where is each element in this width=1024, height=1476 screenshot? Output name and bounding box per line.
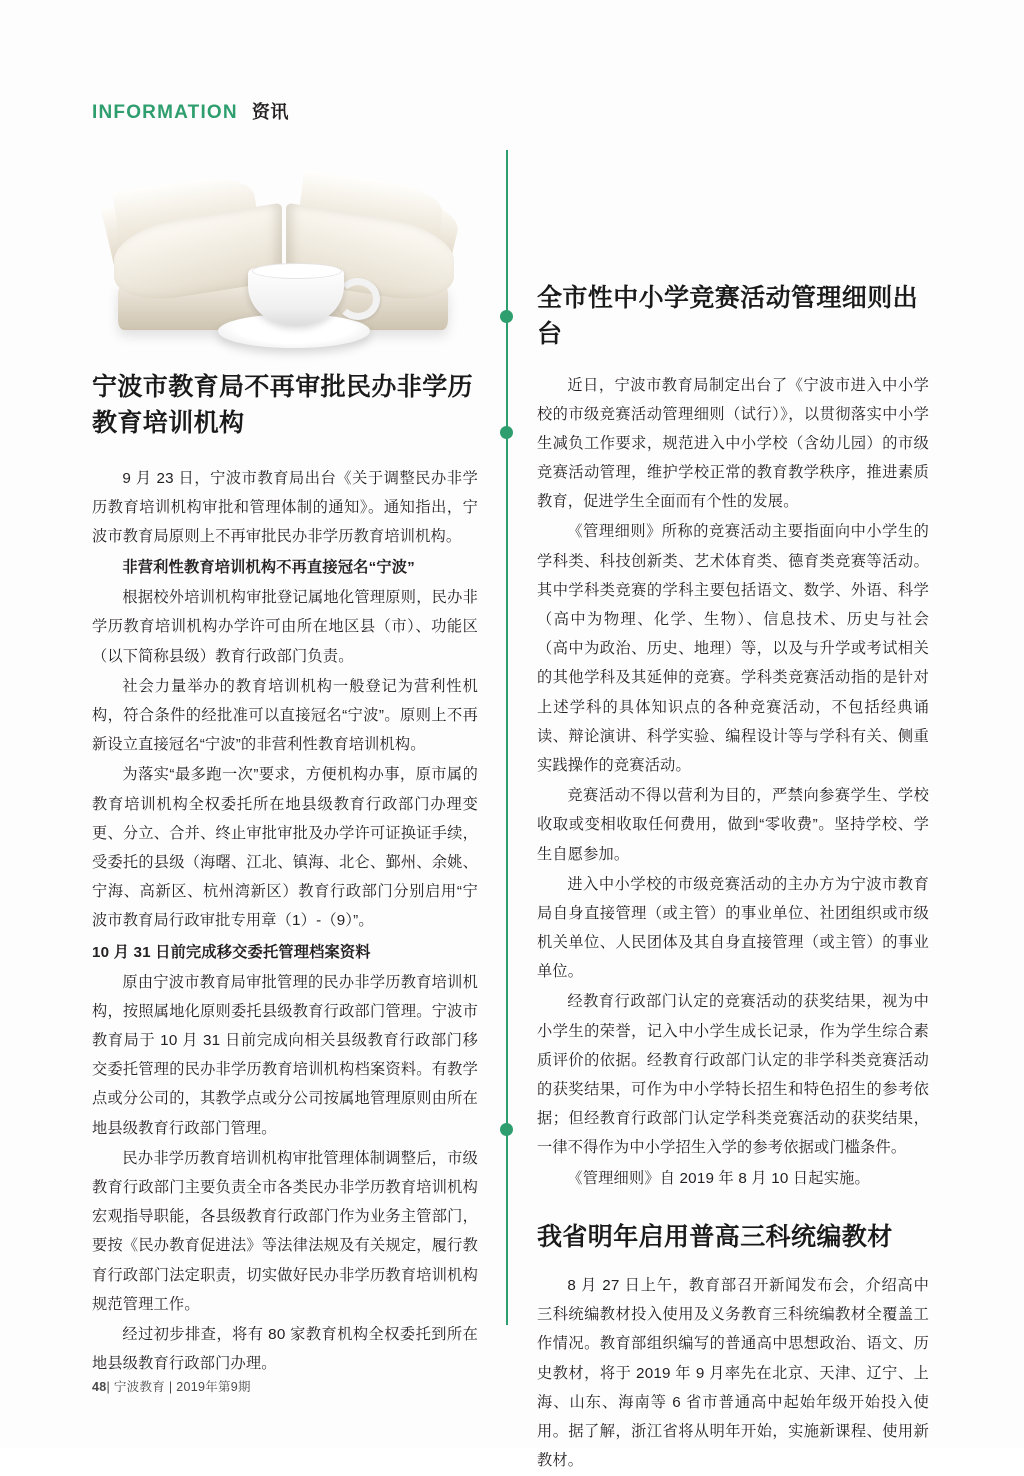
paragraph: 竞赛活动不得以营利为目的，严禁向参赛学生、学校收取或变相收取任何费用，做到“零收费”。坚持学校、学生自愿参加。 <box>537 787 929 863</box>
paragraph: 9 月 23 日，宁波市教育局出台《关于调整民办非学历教育培训机构审批和管理体制的通知》。通知指出，宁波市教育局原则上不再审批民办非学历教育培训机构。 <box>92 469 478 545</box>
paragraph: 近日，宁波市教育局制定出台了《宁波市进入中小学校的市级竞赛活动管理细则（试行）》，以贯彻落实中小学生减负工作要求，规范进入中小学校（含幼儿园）的市级竞赛活动管理，维护学校正常的教育教学秩序，推进素质教育，促进学生全面而有个性的发展。 <box>537 376 929 511</box>
divider-dot-1 <box>500 310 513 323</box>
book-illustration <box>100 176 468 344</box>
footer-page-number: 48 <box>92 1380 107 1394</box>
section-header-en: INFORMATION <box>92 102 238 123</box>
divider-dot-2 <box>500 426 513 439</box>
subheading: 10 月 31 日前完成移交委托管理档案资料 <box>92 943 371 961</box>
paragraph: 进入中小学校的市级竞赛活动的主办方为宁波市教育局自身直接管理（或主管）的事业单位、社团组织或市级机关单位、人民团体及其自身直接管理（或主管）的事业单位。 <box>537 875 929 981</box>
paragraph: 民办非学历教育培训机构审批管理体制调整后，市级教育行政部门主要负责全市各类民办非学历教育培训机构宏观指导职能，各县级教育行政部门作为业务主管部门，要按《民办教育促进法》等法律法规及有关规定，履行教育行政部门法定职责，切实做好民办非学历教育培训机构规范管理工作。 <box>92 1149 478 1313</box>
section-header <box>92 98 289 124</box>
page-footer <box>92 1377 251 1395</box>
paragraph: 原由宁波市教育局审批管理的民办非学历教育培训机构，按照属地化原则委托县级教育行政部门管理。宁波市教育局于 10 月 31 日前完成向相关县级教育行政部门移交委托管理的民办非学历教育培训机构档案资料。有教学点或分公司的，其教学点或分公司按属地管理原则由所在地县级教育行政部门管理。 <box>92 973 478 1137</box>
open-book-with-coffee-cup-photo <box>92 150 478 355</box>
paragraph: 经教育行政部门认定的竞赛活动的获奖结果，视为中小学生的荣誉，记入中小学生成长记录，作为学生综合素质评价的依据。经教育行政部门认定的非学科类竞赛活动的获奖结果，可作为中小学特长招生和特色招生的参考依据；但经教育行政部门认定学科类竞赛活动的获奖结果，一律不得作为中小学招生入学的参考依据或门槛条件。 <box>537 993 929 1157</box>
paragraph: 《管理细则》自 2019 年 8 月 10 日起实施。 <box>567 1169 870 1187</box>
paragraph: 8 月 27 日上午，教育部召开新闻发布会，介绍高中三科统编教材投入使用及义务教育三科统编教材全覆盖工作情况。教育部组织编写的普通高中思想政治、语文、历史教材，将于 2019 年 9 月率先在北京、天津、辽宁、上海、山东、海南等 6 省市普通高中起始年级开始投入使用。据了解，浙江省将从明年开始，实施新课程、使用新教材。 <box>537 1277 929 1470</box>
footer-publication: 宁波教育 <box>113 1380 166 1394</box>
paragraph: 经过初步排查，将有 80 家教育机构全权委托到所在地县级教育行政部门办理。 <box>92 1325 478 1373</box>
subheading: 非营利性教育培训机构不再直接冠名“宁波” <box>122 559 415 577</box>
paragraph: 《管理细则》所称的竞赛活动主要指面向中小学生的学科类、科技创新类、艺术体育类、德育类竞赛等活动。其中学科类竞赛的学科主要包括语文、数学、外语、科学（高中为物理、化学、生物）、信息技术、历史与社会（高中为政治、历史、地理）等，以及与升学或考试相关的其他学科及其延伸的竞赛。学科类竞赛活动指的是针对上述学科的具体知识点的各种竞赛活动，不包括经典诵读、辩论演讲、科学实验、编程设计等与学科有关、侧重实践操作的竞赛活动。 <box>537 523 929 774</box>
column-divider <box>506 150 508 1325</box>
paragraph: 根据校外培训机构审批登记属地化管理原则，民办非学历教育培训机构办学许可由所在地区县（市）、功能区（以下简称县级）教育行政部门负责。 <box>92 589 478 665</box>
section-header-cn: 资讯 <box>251 102 289 122</box>
divider-dot-3 <box>500 1123 513 1136</box>
right-article2-title: 我省明年启用普高三科统编教材 <box>537 1222 893 1251</box>
footer-separator: | <box>106 1380 111 1394</box>
paragraph: 社会力量举办的教育培训机构一般登记为营利性机构，符合条件的经批准可以直接冠名“宁波”。原则上不再新设立直接冠名“宁波”的非营利性教育培训机构。 <box>92 677 478 754</box>
paragraph: 为落实“最多跑一次”要求，方便机构办事，原市属的教育培训机构全权委托所在地县级教育行政部门办理变更、分立、合并、终止审批审批及办学许可证换证手续，受委托的县级（海曙、江北、镇海、北仑、鄞州、余姚、宁海、高新区、杭州湾新区）教育行政部门分别启用“宁波市教育局行政审批专用章（1）-（9）”。 <box>92 766 478 930</box>
footer-issue: 2019年第9期 <box>176 1380 251 1394</box>
left-column <box>92 150 478 1379</box>
right-article1-title: 全市性中小学竞赛活动管理细则出台 <box>537 284 919 349</box>
left-article-title: 宁波市教育局不再审批民办非学历教育培训机构 <box>92 373 474 438</box>
right-column <box>537 150 929 1476</box>
footer-divider: | <box>168 1380 173 1394</box>
